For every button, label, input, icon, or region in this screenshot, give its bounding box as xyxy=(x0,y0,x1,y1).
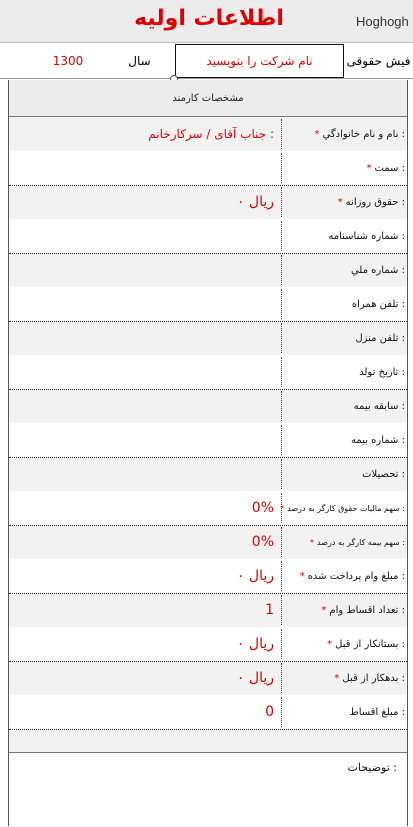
required-asterisk-icon: * xyxy=(327,638,333,650)
field-value-home-phone[interactable] xyxy=(9,321,274,355)
field-row-id-number xyxy=(9,219,407,254)
field-label: * تعداد اقساط وام : xyxy=(321,604,405,616)
payslip-label: فیش حقوقی xyxy=(346,54,411,68)
field-label: * بدهکار از قبل : xyxy=(334,672,405,684)
field-label: * سهم بيمه کارگر به درصد : xyxy=(310,537,405,547)
year-field[interactable]: 1300 xyxy=(52,54,84,68)
title-bar xyxy=(0,0,413,43)
field-row-insurance-number xyxy=(9,423,407,458)
company-name-field[interactable]: نام شرکت را بنویسید xyxy=(175,44,344,78)
employee-form xyxy=(8,80,408,826)
required-asterisk-icon: * xyxy=(314,128,320,140)
field-value-tax-percent[interactable]: 0% xyxy=(251,500,274,516)
field-row-prior-credit xyxy=(9,627,407,662)
field-label: * حقوق روزانه : xyxy=(337,196,405,208)
field-label: شماره شناسنامه : xyxy=(328,230,405,242)
field-value-insurance-number[interactable] xyxy=(9,423,274,457)
field-value-installment-count[interactable]: 1 xyxy=(265,602,274,618)
required-asterisk-icon: * xyxy=(337,196,343,208)
page-title: اطلاعات اوليه xyxy=(134,6,284,31)
field-label: * نام و نام خانوادگي : xyxy=(314,128,405,140)
section-title: مشخصات کارمند xyxy=(9,80,407,117)
field-row-loan-amount xyxy=(9,559,407,594)
field-label: * مبلغ وام پرداخت شده : xyxy=(299,570,405,582)
field-label: تحصيلات : xyxy=(362,468,405,480)
required-asterisk-icon: * xyxy=(299,570,305,582)
required-asterisk-icon: * xyxy=(321,604,327,616)
field-label: تلفن همراه : xyxy=(351,298,405,310)
field-label: * سمت : xyxy=(366,162,405,174)
year-label: سال xyxy=(128,54,151,68)
required-asterisk-icon: * xyxy=(366,162,372,174)
field-row-insurance-percent xyxy=(9,525,407,560)
field-row-birth-date xyxy=(9,355,407,390)
required-asterisk-icon: * xyxy=(280,503,285,513)
field-row-installment-count xyxy=(9,593,407,628)
field-value-birth-date[interactable] xyxy=(9,355,274,389)
field-value-prior-debt[interactable]: ريال ۰ xyxy=(236,670,274,686)
field-value-prior-credit[interactable]: ريال ۰ xyxy=(236,636,274,652)
field-value-position[interactable] xyxy=(9,151,274,185)
notes-label: توضيحات : xyxy=(347,761,397,774)
field-value-mobile[interactable] xyxy=(9,287,274,321)
field-row-position xyxy=(9,151,407,186)
field-value-insurance-history[interactable] xyxy=(9,389,274,423)
field-row-installment-amount xyxy=(9,695,407,730)
field-value-daily-wage[interactable]: ريال ۰ xyxy=(236,194,274,210)
field-row-education xyxy=(9,457,407,492)
sheet-tab-hoghogh[interactable]: Hoghogh xyxy=(356,14,409,29)
field-row-daily-wage xyxy=(9,185,407,220)
field-label: تاريخ تولد : xyxy=(359,366,405,378)
field-row-insurance-history xyxy=(9,389,407,424)
field-row-home-phone xyxy=(9,321,407,356)
field-label: تلفن منزل : xyxy=(355,332,405,344)
field-row-full-name xyxy=(9,117,407,152)
field-label: شماره بيمه : xyxy=(351,434,405,446)
field-row-mobile xyxy=(9,287,407,322)
field-row-prior-debt xyxy=(9,661,407,696)
field-value-full-name[interactable]: جناب آقای / سرکارخانم : xyxy=(148,127,274,141)
field-label: شماره ملي : xyxy=(350,264,405,276)
notes-field[interactable] xyxy=(9,752,407,827)
field-label: * بستانکار از قبل : xyxy=(327,638,405,650)
field-value-loan-amount[interactable]: ريال ۰ xyxy=(236,568,274,584)
field-label: سابقه بيمه : xyxy=(353,400,405,412)
field-row-national-id xyxy=(9,253,407,288)
field-label: * سهم ماليات حقوق کارگر به درصد : xyxy=(280,503,405,513)
field-value-insurance-percent[interactable]: 0% xyxy=(251,534,274,550)
required-asterisk-icon: * xyxy=(310,537,315,547)
header-row xyxy=(0,44,413,79)
required-asterisk-icon: * xyxy=(334,672,340,684)
field-value-national-id[interactable] xyxy=(9,253,274,287)
field-label: مبلغ اقساط : xyxy=(349,706,405,718)
field-value-education[interactable] xyxy=(9,457,274,491)
field-row-tax-percent xyxy=(9,491,407,526)
field-value-id-number[interactable] xyxy=(9,219,274,253)
field-value-installment-amount[interactable]: 0 xyxy=(265,704,274,720)
